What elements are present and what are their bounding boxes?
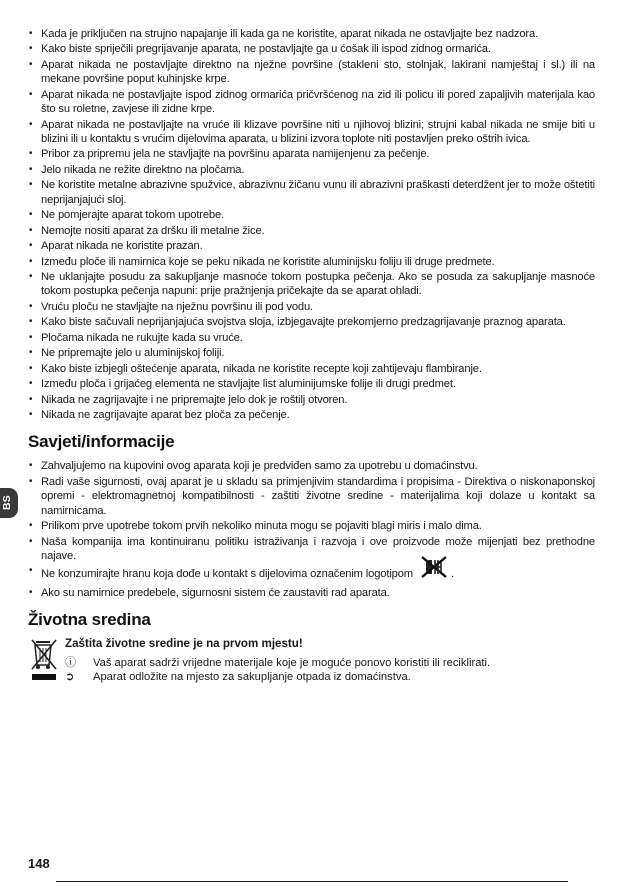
list-item: • Aparat nikada ne postavljajte na vruće ili klizave površine niti u njihovoj blizini; strujni kabal nikada ne smije biti u blizini ili u kontaktu s vrućim dijelovima aparata, u blizini izvora toplote niti postavljen preko oštrih ivica.: [28, 118, 595, 147]
info-icon: ⓘ: [65, 657, 77, 670]
list-item: • Jelo nikada ne režite direktno na pločama.: [28, 163, 595, 177]
list-item: • Prilikom prve upotrebe tokom prvih nekoliko minuta mogu se pojaviti blagi miris i malo dima.: [28, 519, 595, 533]
list-item: [28, 564, 595, 584]
environment-line-recycle: [65, 654, 490, 670]
list-item: • Ako su namirnice predebele, sigurnosni sistem će zaustaviti rad aparata.: [28, 586, 595, 600]
list-item: • Pločama nikada ne rukujte kada su vruće.: [28, 331, 595, 345]
tips-list: [28, 459, 595, 600]
list-item: • Kako biste spriječili pregrijavanje aparata, ne postavljajte ga u ćošak ili ispod zidnog ormarića.: [28, 42, 595, 56]
list-item: • Vruću ploču ne stavljajte na nježnu površinu ili pod vodu.: [28, 300, 595, 314]
safety-list: [28, 27, 595, 422]
list-item: • Nikada ne zagrijavajte aparat bez ploča za pečenje.: [28, 408, 595, 422]
language-code: BS: [1, 495, 13, 510]
list-item: • Nemojte nositi aparat za dršku ili metalne žice.: [28, 224, 595, 238]
list-item: • Zahvaljujemo na kupovini ovog aparata koji je predviđen samo za upotrebu u domaćinstvu.: [28, 459, 595, 473]
list-item: • Ne koristite metalne abrazivne spužvice, abrazivnu žičanu vunu ili abrazivni praškasti deterdžent jer to može oštetiti neprijanjajući sloj.: [28, 178, 595, 207]
tips-heading: Savjeti/informacije: [28, 432, 175, 452]
list-item: • Ne uklanjajte posudu za sakupljanje masnoće tokom postupka pečenja. Ako se posuda za sakupljanje masnoće tokom postupka pečenja napuni: prije pražnjenja pričekajte da se aparat ohladi.: [28, 270, 595, 299]
list-item: • Aparat nikada ne postavljajte direktno na nježne površine (stakleni sto, stolnjak, lakirani namještaj i sl.) ili na mekane površine poput kuhinjske krpe.: [28, 58, 595, 87]
list-item: • Kako biste izbjegli oštećenje aparata, nikada ne koristite recepte koji zahtijevaju flambiranje.: [28, 362, 595, 376]
list-item: • Kako biste sačuvali neprijanjajuća svojstva sloja, izbjegavajte prekomjerno predzagrijavanje praznog aparata.: [28, 315, 595, 329]
environment-title: Zaštita životne sredine je na prvom mjestu!: [65, 637, 303, 651]
list-item: • Pribor za pripremu jela ne stavljajte na površinu aparata namijenjenu za pečenje.: [28, 147, 595, 161]
list-item: • Između ploča i grijaćeg elementa ne stavljajte list aluminijumske folije ili drugi predmet.: [28, 377, 595, 391]
list-item: • Naša kompanija ima kontinuiranu politiku istraživanja i razvoja i ove proizvode može mijenjati bez prethodne najave.: [28, 535, 595, 564]
list-item: • Nikada ne zagrijavajte i ne pripremajte jelo dok je roštilj otvoren.: [28, 393, 595, 407]
environment-line-text: Vaš aparat sadrži vrijedne materijale koje je moguće ponovo koristiti ili reciklirati.: [93, 657, 491, 670]
list-item: • Između ploče ili namirnica koje se peku nikada ne koristite aluminijsku foliju ili druge predmete.: [28, 255, 595, 269]
environment-heading: Životna sredina: [28, 610, 151, 630]
page-number: 148: [28, 856, 50, 871]
list-item: • Kada je priključen na strujno napajanje ili kada ga ne koristite, aparat nikada ne ostavljajte bez nadzora.: [28, 27, 595, 41]
list-item: • Aparat nikada ne koristite prazan.: [28, 239, 595, 253]
list-item: • Radi vaše sigurnosti, ovaj aparat je u skladu sa primjenjivim standardima i propisima - Direktiva o niskonaponskoj opremi - elektromagnetnoj kompatibilnosti - zaštiti životne sredine - materijalima koji dolaze u kontakt sa namirnicama.: [28, 475, 595, 518]
logo-sentence-end: .: [450, 568, 454, 581]
list-item: • Ne pomjerajte aparat tokom upotrebe.: [28, 208, 595, 222]
no-contact-logo-icon: [419, 554, 449, 584]
environment-line-text: Aparat odložite na mjesto za sakupljanje otpada iz domaćinstva.: [93, 671, 411, 684]
environment-section: [28, 637, 595, 685]
list-item: • Ne pripremajte jelo u aluminijskoj foliji.: [28, 346, 595, 360]
list-item: • Aparat nikada ne postavljajte ispod zidnog ormarića pričvršćenog na zid ili policu ili pored zapaljivih materijala kao što su roletne, zavjese ili zidne krpe.: [28, 88, 595, 117]
logo-sentence: Ne konzumirajte hranu koja dođe u kontakt s dijelovima označenim logotipom: [41, 568, 413, 581]
arrow-icon: ➲: [65, 671, 75, 684]
page-content: [28, 27, 595, 685]
footer-divider: [56, 881, 568, 882]
language-tab: [0, 488, 18, 518]
crossed-bin-icon: [30, 638, 60, 687]
environment-line-dispose: [65, 670, 411, 683]
